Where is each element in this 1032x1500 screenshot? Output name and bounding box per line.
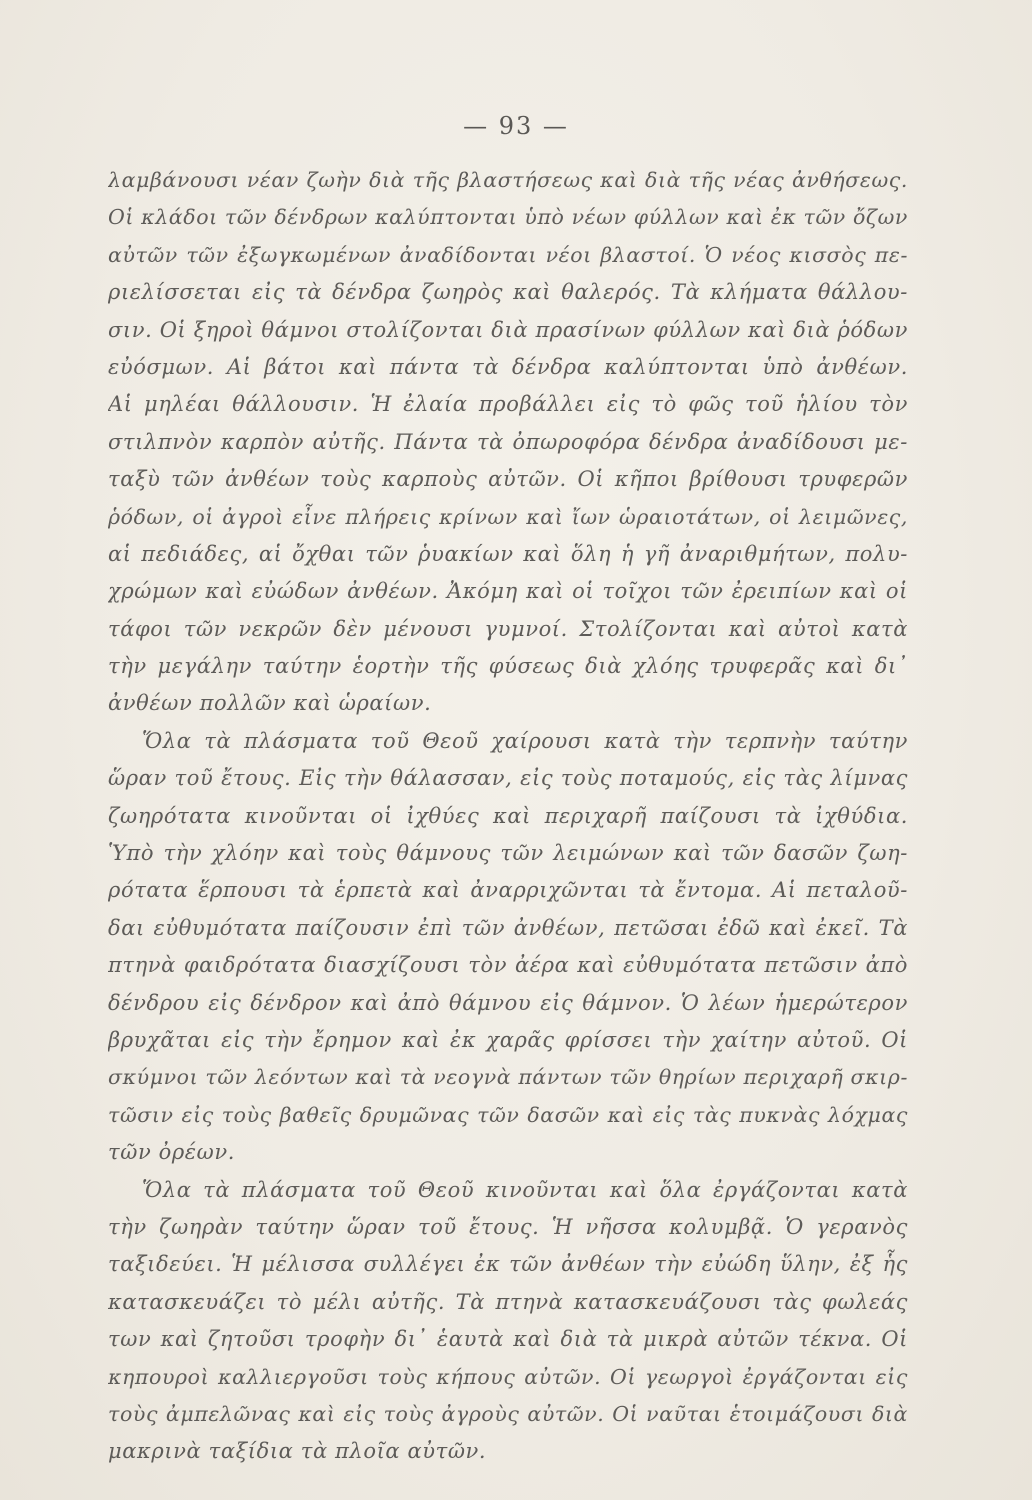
text-line: Ὑπὸ τὴν χλόην καὶ τοὺς θάμνους τῶν λειμώνων καὶ τῶν δασῶν ζωη- xyxy=(108,841,908,866)
text-line: Αἱ μηλέαι θάλλουσιν. Ἡ ἐλαία προβάλλει εἰς τὸ φῶς τοῦ ἡλίου τὸν xyxy=(108,392,908,417)
text-line: ριελίσσεται εἰς τὰ δένδρα ζωηρὸς καὶ θαλερός. Τὰ κλήματα θάλλου- xyxy=(108,280,908,305)
text-line: κηπουροὶ καλλιεργοῦσι τοὺς κήπους αὐτῶν. Οἱ γεωργοὶ ἐργάζονται εἰς xyxy=(108,1364,908,1389)
text-line: Ὅλα τὰ πλάσματα τοῦ Θεοῦ κινοῦνται καὶ ὅλα ἐργάζονται κατὰ xyxy=(142,1177,908,1202)
text-line: ἀνθέων πολλῶν καὶ ὡραίων. xyxy=(108,691,432,716)
text-line: δαι εὐθυμότατα παίζουσιν ἐπὶ τῶν ἀνθέων, πετῶσαι ἐδῶ καὶ ἐκεῖ. Τὰ xyxy=(108,915,908,940)
text-line: πτηνὰ φαιδρότατα διασχίζουσι τὸν ἀέρα καὶ εὐθυμότατα πετῶσιν ἀπὸ xyxy=(108,953,908,978)
text-line: τὴν ζωηρὰν ταύτην ὥραν τοῦ ἔτους. Ἡ νῆσσα κολυμβᾷ. Ὁ γερανὸς xyxy=(108,1214,908,1239)
text-line: σιν. Οἱ ξηροὶ θάμνοι στολίζονται διὰ πρασίνων φύλλων καὶ διὰ ῥόδων xyxy=(108,317,908,342)
text-line: ῥόδων, οἱ ἀγροὶ εἶνε πλήρεις κρίνων καὶ ἴων ὡραιοτάτων, οἱ λειμῶνες, xyxy=(108,504,908,529)
paragraph-2 xyxy=(108,723,908,1172)
text-line: ρότατα ἕρπουσι τὰ ἑρπετὰ καὶ ἀναρριχῶνται τὰ ἔντομα. Αἱ πεταλοῦ- xyxy=(108,878,908,903)
text-line: τοὺς ἀμπελῶνας καὶ εἰς τοὺς ἀγροὺς αὐτῶν. Οἱ ναῦται ἑτοιμάζουσι διὰ xyxy=(108,1401,908,1426)
text-line: τὴν μεγάλην ταύτην ἑορτὴν τῆς φύσεως διὰ χλόης τρυφερᾶς καὶ δι᾽ xyxy=(108,654,908,679)
text-line: ταξὺ τῶν ἀνθέων τοὺς καρποὺς αὐτῶν. Οἱ κῆποι βρίθουσι τρυφερῶν xyxy=(108,467,908,492)
text-line: στιλπνὸν καρπὸν αὐτῆς. Πάντα τὰ ὀπωροφόρα δένδρα ἀναδίδουσι με- xyxy=(108,429,908,454)
text-line: ταξιδεύει. Ἡ μέλισσα συλλέγει ἐκ τῶν ἀνθέων τὴν εὐώδη ὕλην, ἐξ ἧς xyxy=(108,1252,908,1277)
text-line: μακρινὰ ταξίδια τὰ πλοῖα αὐτῶν. xyxy=(108,1439,487,1464)
text-line: χρώμων καὶ εὐώδων ἀνθέων. Ἀκόμη καὶ οἱ τοῖχοι τῶν ἐρειπίων καὶ οἱ xyxy=(108,579,908,604)
text-line: τῶν ὀρέων. xyxy=(108,1140,236,1165)
text-line: σκύμνοι τῶν λεόντων καὶ τὰ νεογνὰ πάντων τῶν θηρίων περιχαρῆ σκιρ- xyxy=(108,1065,908,1090)
text-line: Ὅλα τὰ πλάσματα τοῦ Θεοῦ χαίρουσι κατὰ τὴν τερπνὴν ταύτην xyxy=(142,728,908,753)
text-line: εὐόσμων. Αἱ βάτοι καὶ πάντα τὰ δένδρα καλύπτονται ὑπὸ ἀνθέων. xyxy=(108,354,908,379)
text-line: ζωηρότατα κινοῦνται οἱ ἰχθύες καὶ περιχαρῆ παίζουσι τὰ ἰχθύδια. xyxy=(108,803,908,828)
text-line: δένδρου εἰς δένδρον καὶ ἀπὸ θάμνου εἰς θάμνον. Ὁ λέων ἡμερώτερον xyxy=(108,990,908,1015)
text-line: βρυχᾶται εἰς τὴν ἔρημον καὶ ἐκ χαρᾶς φρίσσει τὴν χαίτην αὐτοῦ. Οἱ xyxy=(108,1027,908,1052)
text-line: ὥραν τοῦ ἔτους. Εἰς τὴν θάλασσαν, εἰς τοὺς ποταμούς, εἰς τὰς λίμνας xyxy=(108,766,908,791)
text-line: κατασκευάζει τὸ μέλι αὐτῆς. Τὰ πτηνὰ κατασκευάζουσι τὰς φωλεάς xyxy=(108,1289,908,1314)
text-line: τῶσιν εἰς τοὺς βαθεῖς δρυμῶνας τῶν δασῶν καὶ εἰς τὰς πυκνὰς λόχμας xyxy=(108,1102,908,1127)
paragraph-3 xyxy=(108,1172,908,1471)
text-line: αἱ πεδιάδες, αἱ ὄχθαι τῶν ῥυακίων καὶ ὅλη ἡ γῆ ἀναριθμήτων, πολυ- xyxy=(108,541,908,566)
body-text xyxy=(108,162,908,1471)
text-line: Οἱ κλάδοι τῶν δένδρων καλύπτονται ὑπὸ νέων φύλλων καὶ ἐκ τῶν ὄζων xyxy=(108,205,908,230)
paragraph-1 xyxy=(108,162,908,723)
text-line: τάφοι τῶν νεκρῶν δὲν μένουσι γυμνοί. Στολίζονται καὶ αὐτοὶ κατὰ xyxy=(108,616,908,641)
text-line: των καὶ ζητοῦσι τροφὴν δι᾽ ἑαυτὰ καὶ διὰ τὰ μικρὰ αὐτῶν τέκνα. Οἱ xyxy=(108,1327,908,1352)
text-line: αὐτῶν τῶν ἐξωγκωμένων ἀναδίδονται νέοι βλαστοί. Ὁ νέος κισσὸς πε- xyxy=(108,242,908,267)
text-line: λαμβάνουσι νέαν ζωὴν διὰ τῆς βλαστήσεως καὶ διὰ τῆς νέας ἀνθήσεως. xyxy=(108,168,908,192)
page-number: — 93 — xyxy=(463,112,569,140)
